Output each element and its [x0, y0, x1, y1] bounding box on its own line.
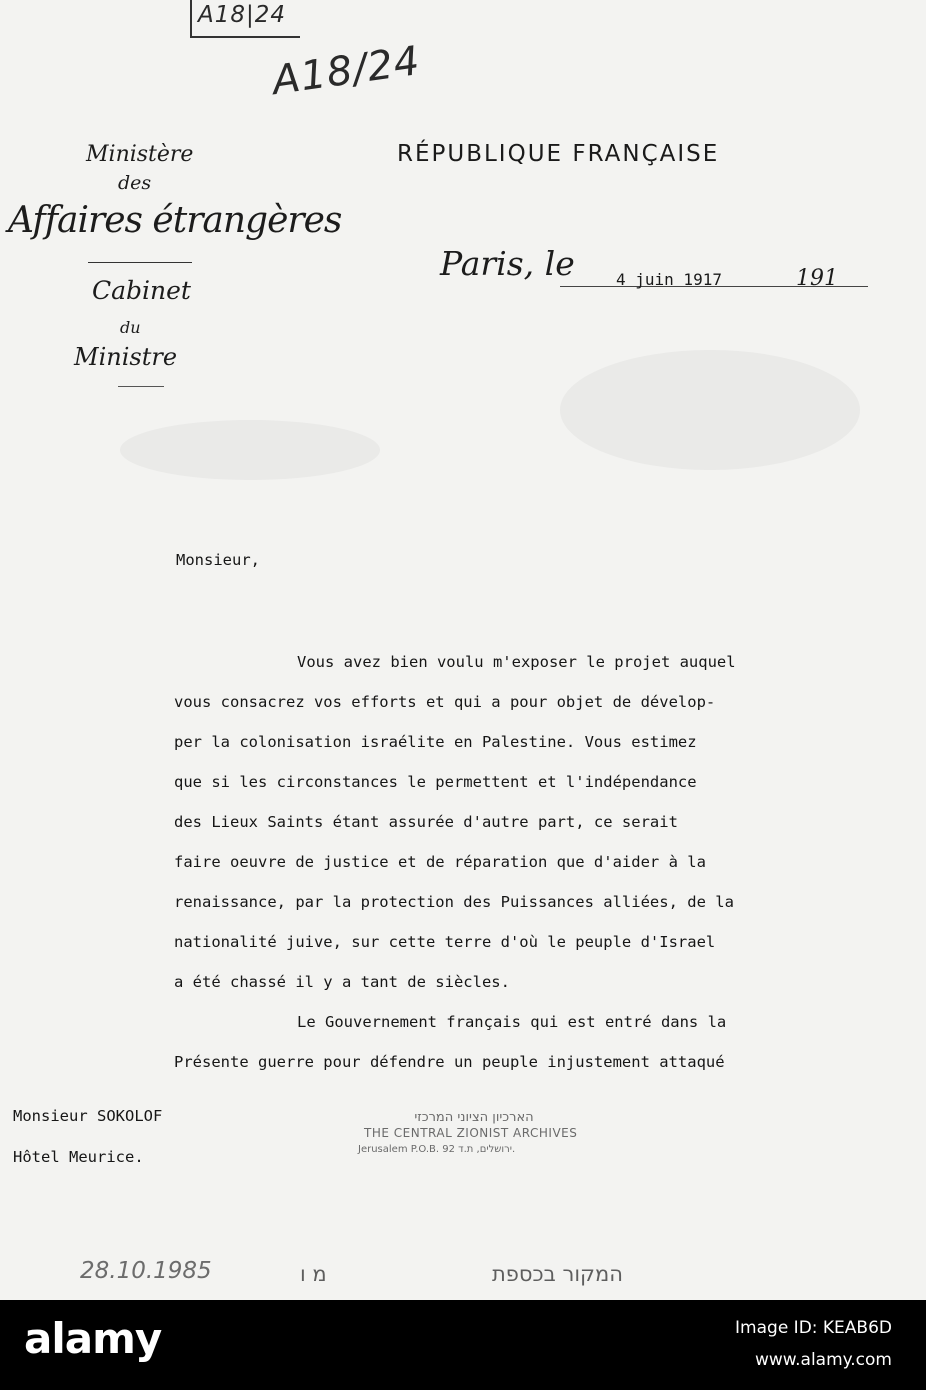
- watermark-footer: [0, 1300, 926, 1390]
- body-line: que si les circonstances le permettent et l'indépendance: [174, 773, 697, 791]
- letterhead-des: des: [118, 172, 152, 194]
- republique-heading: RÉPUBLIQUE FRANÇAISE: [397, 141, 720, 167]
- place-label: Paris, le: [440, 244, 575, 283]
- site-url: www.alamy.com: [754, 1350, 892, 1370]
- letterhead-divider: [118, 386, 164, 387]
- letterhead-cabinet: Cabinet: [92, 276, 191, 305]
- body-line: nationalité juive, sur cette terre d'où le peuple d'Israel: [174, 933, 716, 951]
- paper-smudge: [560, 350, 860, 470]
- letterhead-divider: [88, 262, 192, 263]
- archive-ref-small: A18|24: [198, 2, 287, 28]
- letterhead-du: du: [120, 318, 141, 337]
- stamp-address: Jerusalem P.O.B. 92 ירושלים, ת.ד.: [358, 1144, 516, 1155]
- letterhead-ministere: Ministère: [86, 142, 194, 167]
- addressee-name: Monsieur SOKOLOF: [13, 1107, 163, 1125]
- stamp-hebrew: הארכיון הציוני המרכזי: [414, 1110, 534, 1125]
- letter-date: 4 juin 1917: [616, 270, 722, 289]
- archive-ref-large: A18/24: [269, 37, 424, 105]
- body-line: des Lieux Saints étant assurée d'autre part, ce serait: [174, 813, 678, 831]
- letter-body: [174, 650, 904, 1090]
- body-line: a été chassé il y a tant de siècles.: [174, 973, 510, 991]
- handwritten-note: מ ו: [300, 1262, 327, 1286]
- paper-smudge: [120, 420, 380, 480]
- body-line: vous consacrez vos efforts et qui a pour objet de dévelop-: [174, 693, 716, 711]
- body-line: Vous avez bien voulu m'exposer le projet auquel: [297, 653, 736, 671]
- letterhead-ministre: Ministre: [74, 343, 178, 371]
- body-line: per la colonisation israélite en Palestine. Vous estimez: [174, 733, 697, 751]
- alamy-logo: alamy: [24, 1314, 162, 1363]
- body-line: faire oeuvre de justice et de réparation que d'aider à la: [174, 853, 706, 871]
- handwritten-note: המקור בכספת: [492, 1262, 623, 1286]
- body-line: renaissance, par la protection des Puissances alliées, de la: [174, 893, 734, 911]
- stamp-english: THE CENTRAL ZIONIST ARCHIVES: [364, 1126, 578, 1140]
- letterhead-affaires: Affaires étrangères: [8, 200, 342, 241]
- body-line: Le Gouvernement français qui est entré dans la: [297, 1013, 727, 1031]
- image-id: Image ID: KEAB6D: [735, 1318, 892, 1338]
- addressee-hotel: Hôtel Meurice.: [13, 1148, 144, 1166]
- year-prefix: 191: [796, 266, 838, 291]
- handwritten-date: 28.10.1985: [80, 1258, 212, 1284]
- body-line: Présente guerre pour défendre un peuple injustement attaqué: [174, 1053, 725, 1071]
- salutation: Monsieur,: [176, 551, 260, 569]
